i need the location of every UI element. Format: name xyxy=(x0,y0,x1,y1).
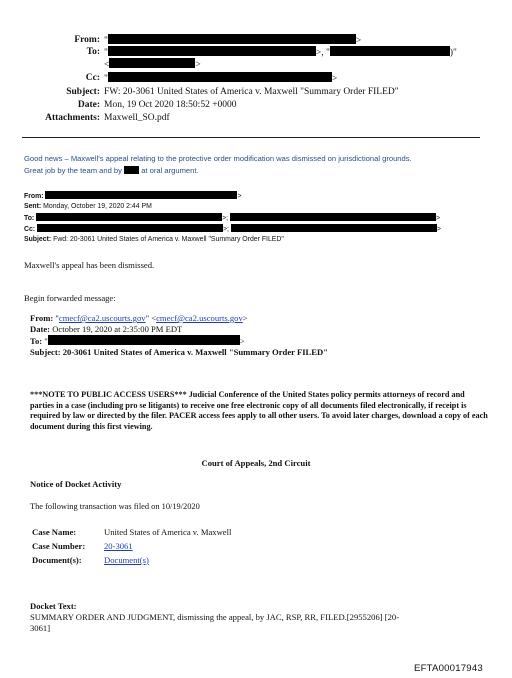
case-number-link[interactable]: 20-3061 xyxy=(104,541,133,551)
forward-sent: Sent: Monday, October 19, 2020 2:44 PM xyxy=(24,203,152,210)
begin-forwarded-text: Begin forwarded message: xyxy=(24,293,116,303)
sender-email-link[interactable]: cmecf@ca2.uscourts.gov xyxy=(58,313,146,323)
dismissed-text: Maxwell's appeal has been dismissed. xyxy=(24,260,155,270)
redaction xyxy=(37,224,223,232)
to-label: To: xyxy=(86,47,100,57)
redaction xyxy=(36,213,222,221)
public-access-notice: ***NOTE TO PUBLIC ACCESS USERS*** Judicial Conference of the United States policy permits attorneys of record and parties in a case (including pro se litigants) to receive one free electronic copy of all documents filed electronically, if receipt is required by law or directed by the filer. PACER access fees apply to all other users. To avoid later charges, download a copy of each document during this first viewing. xyxy=(30,390,488,431)
redaction xyxy=(48,335,240,345)
from-value: " > xyxy=(104,36,362,46)
docket-text-label: Docket Text: xyxy=(30,601,77,611)
cc-label: Cc: xyxy=(85,73,100,83)
forward-subject: Subject: Fwd: 20-3061 United States of America v. Maxwell "Summary Order FILED" xyxy=(24,236,284,243)
case-name-value: United States of America v. Maxwell xyxy=(104,527,232,537)
redaction xyxy=(124,166,139,174)
message-line-2: Great job by the team and by at oral argument. xyxy=(24,166,199,175)
court-title: Court of Appeals, 2nd Circuit xyxy=(201,458,311,468)
redaction xyxy=(230,213,436,221)
inner-subject: Subject: 20-3061 United States of America v. Maxwell "Summary Order FILED" xyxy=(30,347,328,357)
attachments-label: Attachments: xyxy=(45,113,100,123)
docket-text-line-2: 3061] xyxy=(30,623,51,633)
inner-to: To: " > xyxy=(30,336,245,346)
inner-date: Date: October 19, 2020 at 2:35:00 PM EDT xyxy=(30,324,183,334)
documents-link[interactable]: Document(s) xyxy=(104,555,149,565)
forward-from: From: > xyxy=(24,193,242,200)
message-line-1: Good news – Maxwell's appeal relating to the protective order modification was dismissed on jurisdictional grounds. xyxy=(24,154,412,163)
date-value: Mon, 19 Oct 2020 18:50:52 +0000 xyxy=(104,100,237,110)
subject-value: FW: 20-3061 United States of America v. Maxwell "Summary Order FILED" xyxy=(104,87,399,97)
transaction-text: The following transaction was filed on 10/19/2020 xyxy=(30,502,200,511)
redaction xyxy=(330,46,450,56)
subject-label: Subject: xyxy=(66,87,100,97)
inner-from: From: "cmecf@ca2.uscourts.gov" <cmecf@ca2.uscourts.gov> xyxy=(30,313,248,323)
redaction xyxy=(231,224,437,232)
document-id: EFTA00017943 xyxy=(414,663,483,674)
to-value: " >, " )" xyxy=(104,48,457,58)
to-value-line2: < > xyxy=(104,60,201,70)
from-label: From: xyxy=(74,35,100,45)
case-name-label: Case Name: xyxy=(32,527,77,537)
redaction xyxy=(108,72,332,82)
redaction xyxy=(108,34,356,44)
redaction xyxy=(109,58,195,68)
redaction xyxy=(108,46,316,56)
cc-value: " > xyxy=(104,74,338,84)
attachment-link[interactable]: Maxwell_SO.pdf xyxy=(104,113,170,123)
sender-email-link-2[interactable]: cmecf@ca2.uscourts.gov xyxy=(156,313,243,323)
documents-label: Document(s): xyxy=(32,555,82,565)
notice-title: Notice of Docket Activity xyxy=(30,479,122,489)
redaction xyxy=(45,191,237,199)
forward-cc: Cc: >; > xyxy=(24,226,441,233)
docket-text-line-1: SUMMARY ORDER AND JUDGMENT, dismissing the appeal, by JAC, RSP, RR, FILED.[2955206] [20- xyxy=(30,612,400,622)
forward-to: To: >; > xyxy=(24,215,441,222)
header-divider xyxy=(22,137,480,138)
case-number-label: Case Number: xyxy=(32,541,86,551)
date-label: Date: xyxy=(77,100,100,110)
